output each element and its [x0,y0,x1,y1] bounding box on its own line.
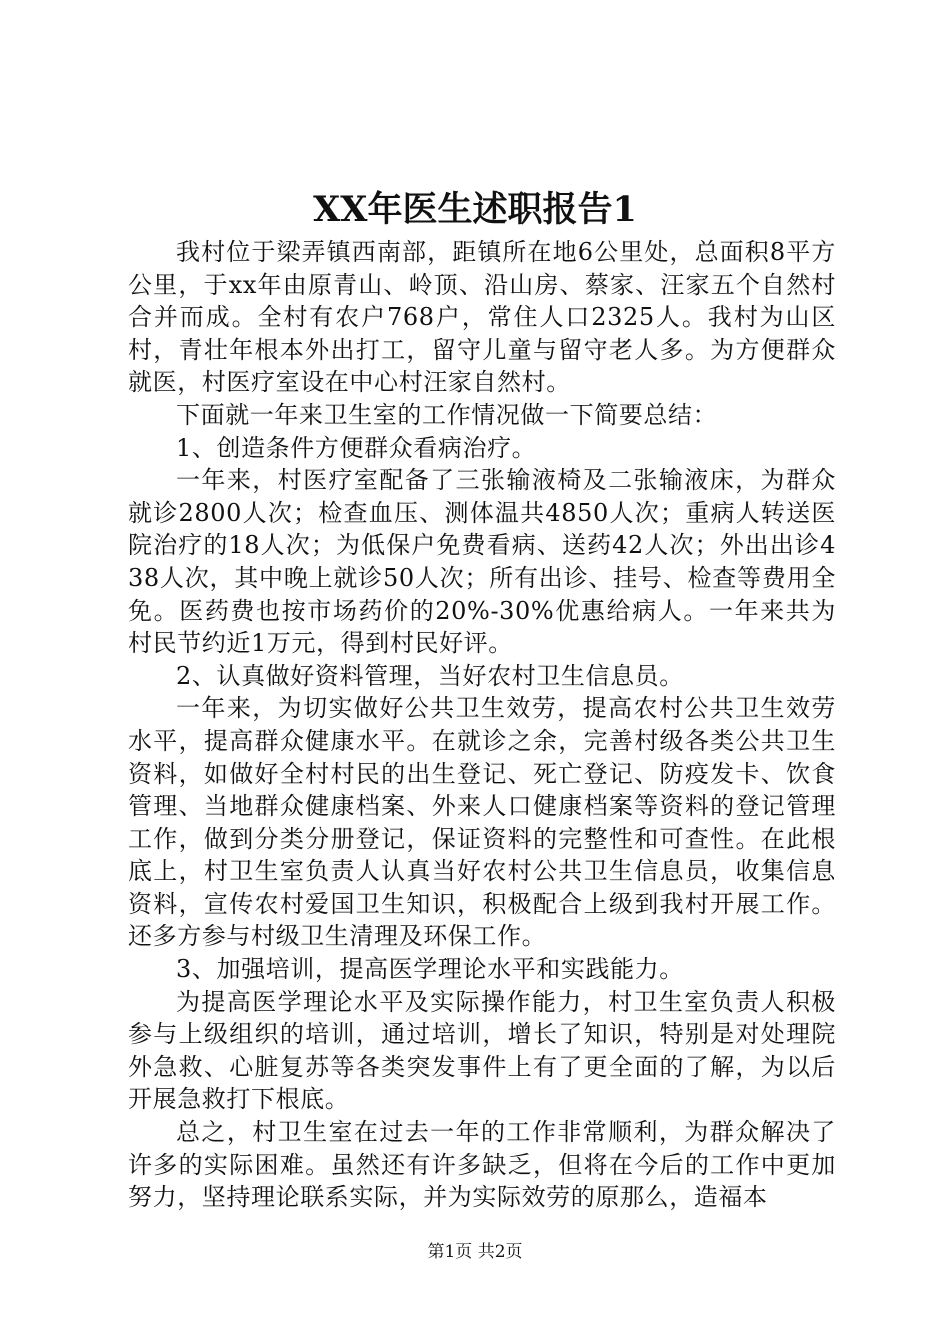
document-title: XX年医生述职报告1 [313,189,637,230]
section-heading-3: 3、加强培训，提高医学理论水平和实践能力。 [176,955,684,984]
section-heading-1: 1、创造条件方便群众看病治疗。 [176,433,537,462]
paragraph-section-2: 一年来，为切实做好公共卫生效劳，提高农村公共卫生效劳水平，提高群众健康水平。在就诊之余，完善村级各类公共卫生资料，如做好全村村民的出生登记、死亡登记、防疫发卡、饮食管理、当地群众健康档案、外来人口健康档案等资料的登记管理工作，做到分类分册登记，保证资料的完整性和可查性。在此根底上，村卫生室负责人认真当好农村公共卫生信息员，收集信息资料，宣传农村爱国卫生知识，积极配合上级到我村开展工作。还多方参与村级卫生清理及环保工作。 [128,694,836,951]
paragraph-section-3: 为提高医学理论水平及实际操作能力，村卫生室负责人积极参与上级组织的培训，通过培训，增长了知识，特别是对处理院外急救、心脏复苏等各类突发事件上有了更全面的了解，为以后开展急救打下根底。 [128,987,836,1114]
paragraph-summary-lead: 下面就一年来卫生室的工作情况做一下简要总结： [176,400,718,429]
paragraph-intro: 我村位于梁弄镇西南部，距镇所在地6公里处，总面积8平方公里，于xx年由原青山、岭顶、沿山房、蔡家、汪家五个自然村合并而成。全村有农户768户，常住人口2325人。我村为山区村，青壮年根本外出打工，留守儿童与留守老人多。为方便群众就医，村医疗室设在中心村汪家自然村。 [128,238,836,397]
page-number-footer: 第1页 共2页 [427,1242,523,1262]
section-heading-2: 2、认真做好资料管理，当好农村卫生信息员。 [176,661,684,690]
paragraph-section-1: 一年来，村医疗室配备了三张输液椅及二张输液床，为群众就诊2800人次；检查血压、测体温共4850人次；重病人转送医院治疗的18人次；为低保户免费看病、送药42人次；外出出诊438人次，其中晚上就诊50人次；所有出诊、挂号、检查等费用全免。医药费也按市场药价的20%-30%优惠给病人。一年来共为村民节约近1万元，得到村民好评。 [128,466,836,658]
document-body [128,236,836,1214]
paragraph-conclusion: 总之，村卫生室在过去一年的工作非常顺利，为群众解决了许多的实际困难。虽然还有许多缺乏，但将在今后的工作中更加努力，坚持理论联系实际，并为实际效劳的原那么，造福本 [128,1118,836,1212]
